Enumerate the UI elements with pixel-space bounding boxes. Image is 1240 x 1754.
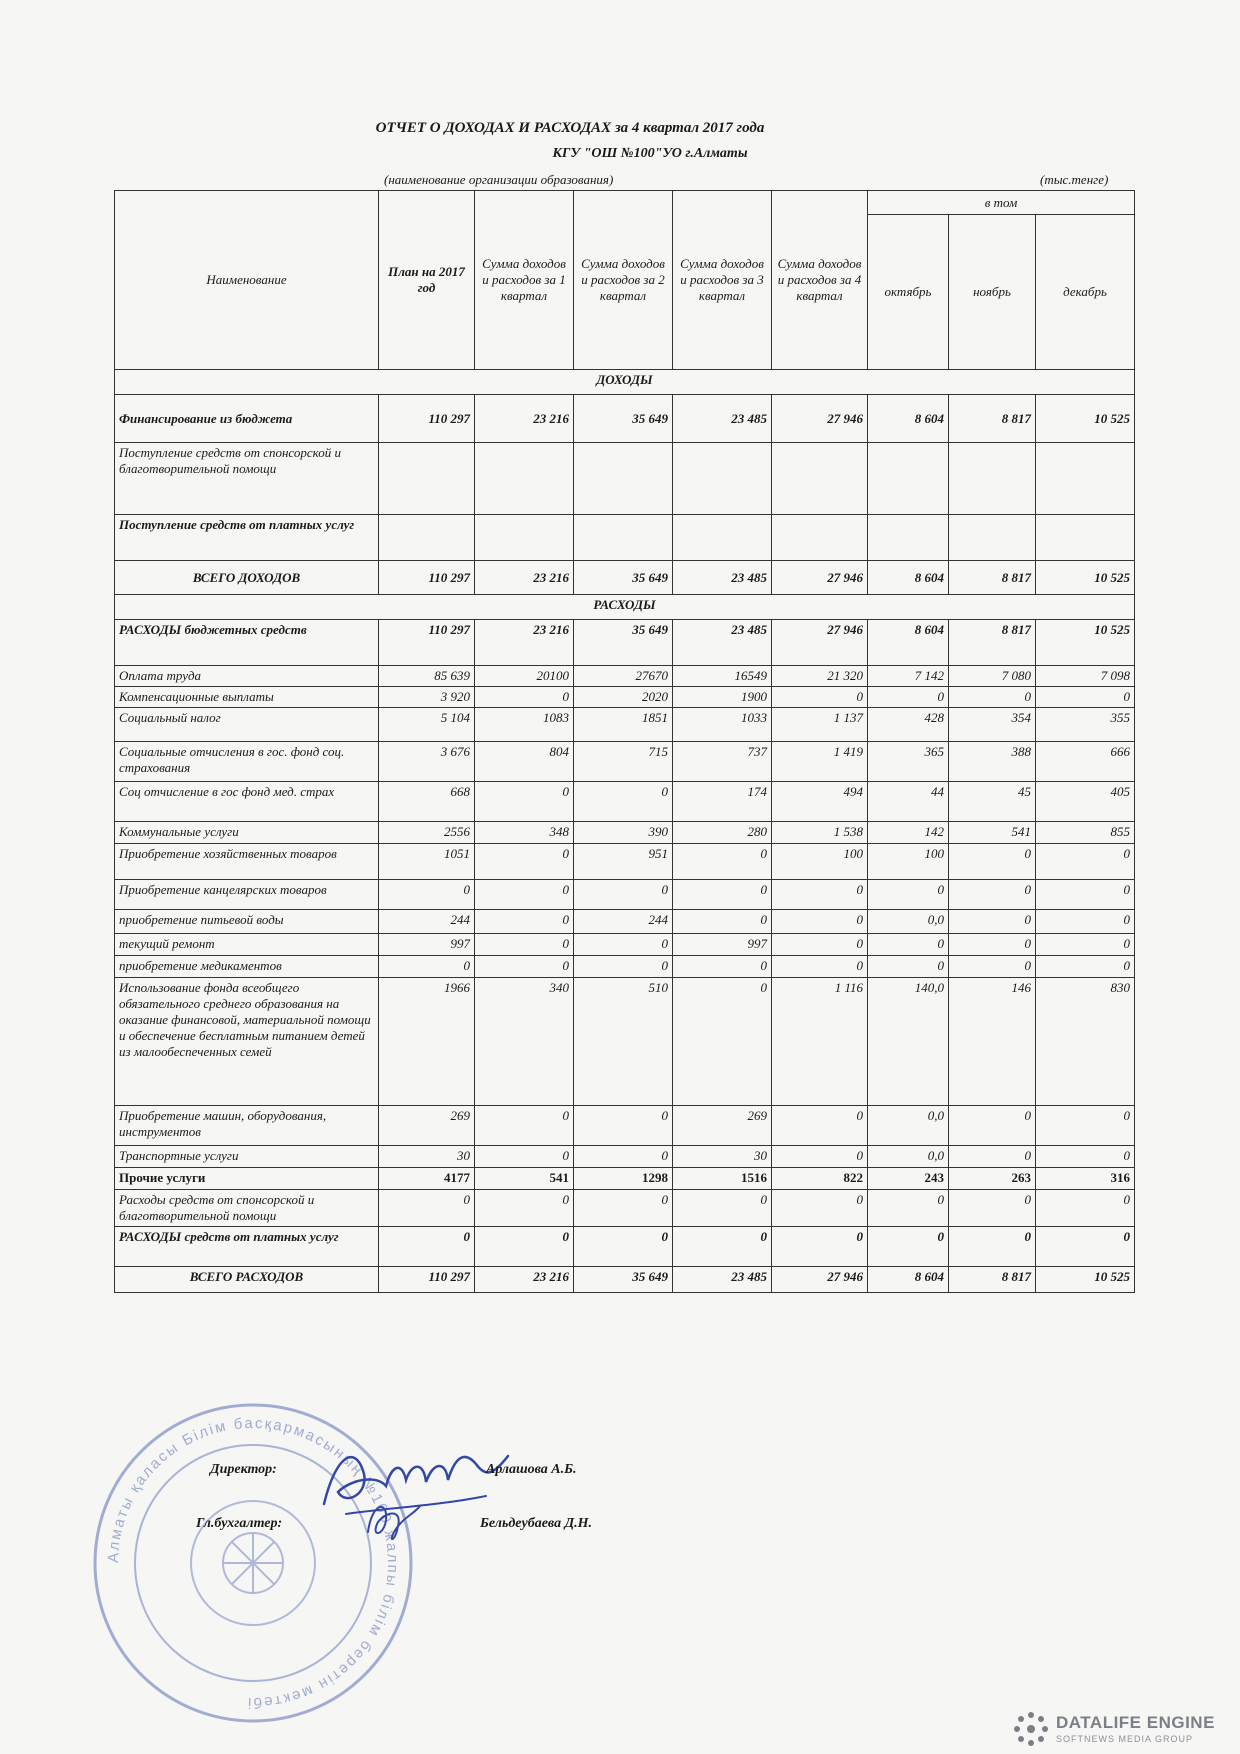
cell-q3: 997 (673, 934, 772, 956)
cell-q1: 0 (475, 934, 574, 956)
row-label: ВСЕГО ДОХОДОВ (115, 561, 379, 595)
cell-q3: 0 (673, 978, 772, 1106)
income-row (115, 515, 1135, 561)
cell-q1: 0 (475, 956, 574, 978)
header-nov: ноябрь (949, 215, 1036, 370)
cell-dec: 855 (1036, 822, 1135, 844)
cell-oct (868, 515, 949, 561)
row-label: Поступление средств от платных услуг (115, 515, 379, 561)
cell-dec: 10 525 (1036, 620, 1135, 666)
expense-row (115, 687, 1135, 708)
cell-nov: 0 (949, 1146, 1036, 1168)
row-label: текущий ремонт (115, 934, 379, 956)
row-label: приобретение питьевой воды (115, 910, 379, 934)
cell-q1: 23 216 (475, 561, 574, 595)
cell-oct: 44 (868, 782, 949, 822)
cell-q4 (772, 443, 868, 515)
cell-oct: 0 (868, 880, 949, 910)
cell-q3: 174 (673, 782, 772, 822)
expense-row (115, 956, 1135, 978)
cell-q3: 16549 (673, 666, 772, 687)
cell-dec: 355 (1036, 708, 1135, 742)
cell-nov: 0 (949, 880, 1036, 910)
cell-dec (1036, 443, 1135, 515)
cell-q4: 0 (772, 910, 868, 934)
cell-dec (1036, 515, 1135, 561)
header-oct: октябрь (868, 215, 949, 370)
cell-oct: 0 (868, 934, 949, 956)
cell-nov (949, 515, 1036, 561)
cell-plan: 85 639 (379, 666, 475, 687)
watermark-brand: DATALIFE ENGINE (1056, 1713, 1215, 1732)
cell-q4 (772, 515, 868, 561)
row-label: Компенсационные выплаты (115, 687, 379, 708)
row-label: РАСХОДЫ бюджетных средств (115, 620, 379, 666)
cell-plan: 4177 (379, 1168, 475, 1190)
cell-plan: 1966 (379, 978, 475, 1106)
cell-q2: 35 649 (574, 620, 673, 666)
cell-nov: 0 (949, 934, 1036, 956)
row-label: Финансирование из бюджета (115, 395, 379, 443)
cell-q2: 0 (574, 1227, 673, 1267)
cell-oct: 0 (868, 956, 949, 978)
expense-row (115, 1227, 1135, 1267)
expense-row (115, 880, 1135, 910)
row-label: Использование фонда всеобщего обязательного среднего образования на оказание финансовой, материальной помощи и обеспечение бесплатным питанием детей из малообеспеченных семей (115, 978, 379, 1106)
cell-q3: 23 485 (673, 395, 772, 443)
expense-row (115, 1106, 1135, 1146)
cell-oct: 0,0 (868, 1106, 949, 1146)
cell-q3: 0 (673, 956, 772, 978)
cell-nov: 0 (949, 1190, 1036, 1227)
cell-q3: 23 485 (673, 561, 772, 595)
cell-q4: 0 (772, 687, 868, 708)
cell-q2: 0 (574, 956, 673, 978)
cell-q1: 0 (475, 1227, 574, 1267)
cell-nov: 0 (949, 687, 1036, 708)
cell-q1: 0 (475, 687, 574, 708)
header-group: в том (868, 191, 1135, 215)
cell-nov: 8 817 (949, 1267, 1036, 1293)
cell-q1: 20100 (475, 666, 574, 687)
cell-q4: 0 (772, 1227, 868, 1267)
cell-q1: 1083 (475, 708, 574, 742)
cell-q1 (475, 443, 574, 515)
cell-dec: 830 (1036, 978, 1135, 1106)
header-q2: Сумма доходов и расходов за 2 квартал (574, 191, 673, 370)
cell-q2: 0 (574, 880, 673, 910)
cell-dec: 0 (1036, 956, 1135, 978)
cell-dec: 0 (1036, 1146, 1135, 1168)
cell-q3: 0 (673, 1190, 772, 1227)
row-label: Соц отчисление в гос фонд мед. страх (115, 782, 379, 822)
expense-total-row (115, 1267, 1135, 1293)
accountant-label: Гл.бухгалтер: (196, 1516, 283, 1531)
cell-plan: 110 297 (379, 395, 475, 443)
cell-q3: 0 (673, 880, 772, 910)
cell-q2: 35 649 (574, 1267, 673, 1293)
cell-dec: 10 525 (1036, 1267, 1135, 1293)
cell-q2: 390 (574, 822, 673, 844)
cell-plan: 269 (379, 1106, 475, 1146)
expense-row (115, 910, 1135, 934)
watermark-sub: SOFTNEWS MEDIA GROUP (1056, 1734, 1194, 1744)
cell-q2: 0 (574, 782, 673, 822)
header-name: Наименование (115, 191, 379, 370)
cell-q4: 0 (772, 1146, 868, 1168)
cell-q2: 0 (574, 1106, 673, 1146)
cell-q1: 0 (475, 880, 574, 910)
cell-q4: 27 946 (772, 620, 868, 666)
cell-plan: 0 (379, 956, 475, 978)
report-table (114, 190, 1135, 1293)
cell-q4: 0 (772, 1106, 868, 1146)
cell-q4: 1 419 (772, 742, 868, 782)
row-label: Приобретение хозяйственных товаров (115, 844, 379, 880)
cell-q2: 35 649 (574, 395, 673, 443)
cell-q4: 0 (772, 956, 868, 978)
cell-nov: 146 (949, 978, 1036, 1106)
cell-q4: 494 (772, 782, 868, 822)
cell-q2 (574, 515, 673, 561)
row-label: Приобретение машин, оборудования, инструментов (115, 1106, 379, 1146)
cell-dec: 0 (1036, 880, 1135, 910)
cell-plan: 110 297 (379, 620, 475, 666)
cell-q4: 1 116 (772, 978, 868, 1106)
row-label: Оплата труда (115, 666, 379, 687)
cell-nov: 388 (949, 742, 1036, 782)
cell-dec: 0 (1036, 844, 1135, 880)
expense-row (115, 1146, 1135, 1168)
cell-oct: 8 604 (868, 561, 949, 595)
cell-q3: 1900 (673, 687, 772, 708)
cell-dec: 405 (1036, 782, 1135, 822)
cell-plan: 0 (379, 1190, 475, 1227)
cell-dec: 666 (1036, 742, 1135, 782)
cell-q4: 1 137 (772, 708, 868, 742)
cell-q1: 541 (475, 1168, 574, 1190)
datalife-watermark (1012, 1710, 1215, 1750)
cell-plan: 0 (379, 880, 475, 910)
cell-q1: 804 (475, 742, 574, 782)
cell-q2: 715 (574, 742, 673, 782)
expense-row (115, 978, 1135, 1106)
datalife-logo-icon (1012, 1710, 1050, 1748)
header-row-1 (115, 191, 1135, 215)
cell-q2: 244 (574, 910, 673, 934)
cell-q1: 340 (475, 978, 574, 1106)
cell-q3: 737 (673, 742, 772, 782)
cell-plan: 668 (379, 782, 475, 822)
cell-dec: 0 (1036, 1106, 1135, 1146)
cell-q1: 0 (475, 782, 574, 822)
cell-q1: 23 216 (475, 395, 574, 443)
expense-row (115, 620, 1135, 666)
row-label: Транспортные услуги (115, 1146, 379, 1168)
cell-q3: 0 (673, 844, 772, 880)
cell-nov: 0 (949, 910, 1036, 934)
cell-q2: 1851 (574, 708, 673, 742)
cell-q4: 27 946 (772, 395, 868, 443)
cell-plan: 244 (379, 910, 475, 934)
cell-q1: 23 216 (475, 620, 574, 666)
cell-q2: 0 (574, 934, 673, 956)
expense-row (115, 1168, 1135, 1190)
cell-q2: 2020 (574, 687, 673, 708)
document-title: ОТЧЕТ О ДОХОДАХ И РАСХОДАХ за 4 квартал 2017 года (375, 120, 765, 136)
expense-row (115, 822, 1135, 844)
cell-q1 (475, 515, 574, 561)
cell-q3 (673, 515, 772, 561)
cell-q4: 822 (772, 1168, 868, 1190)
section-expense-label: РАСХОДЫ (115, 595, 1135, 620)
accountant-name: Бельдеубаева Д.Н. (480, 1516, 593, 1531)
cell-q2: 1298 (574, 1168, 673, 1190)
cell-plan: 3 920 (379, 687, 475, 708)
header-plan: План на 2017 год (379, 191, 475, 370)
expense-row (115, 934, 1135, 956)
cell-q4: 0 (772, 1190, 868, 1227)
cell-q4: 27 946 (772, 1267, 868, 1293)
income-row (115, 443, 1135, 515)
cell-oct (868, 443, 949, 515)
cell-dec: 0 (1036, 1190, 1135, 1227)
cell-q3: 1516 (673, 1168, 772, 1190)
cell-plan: 30 (379, 1146, 475, 1168)
row-label: приобретение медикаментов (115, 956, 379, 978)
cell-q3: 1033 (673, 708, 772, 742)
cell-plan: 110 297 (379, 561, 475, 595)
cell-q1: 23 216 (475, 1267, 574, 1293)
cell-nov: 8 817 (949, 620, 1036, 666)
cell-q1: 0 (475, 1190, 574, 1227)
cell-q2: 0 (574, 1146, 673, 1168)
cell-q1: 0 (475, 910, 574, 934)
cell-q4: 27 946 (772, 561, 868, 595)
expense-row (115, 782, 1135, 822)
row-label: Социальный налог (115, 708, 379, 742)
cell-nov (949, 443, 1036, 515)
cell-q4: 100 (772, 844, 868, 880)
cell-oct: 0 (868, 1227, 949, 1267)
cell-q2: 27670 (574, 666, 673, 687)
row-label: Прочие услуги (115, 1168, 379, 1190)
cell-oct: 0 (868, 1190, 949, 1227)
accountant-signature (358, 1492, 428, 1552)
expense-row (115, 844, 1135, 880)
cell-dec: 10 525 (1036, 561, 1135, 595)
director-name: Арлашова А.Б. (486, 1462, 577, 1477)
cell-q4: 1 538 (772, 822, 868, 844)
cell-plan: 997 (379, 934, 475, 956)
cell-q1: 0 (475, 1106, 574, 1146)
cell-nov: 263 (949, 1168, 1036, 1190)
cell-dec: 316 (1036, 1168, 1135, 1190)
stamp-text: Алматы қаласы Білім басқармасының №100 жалпы білім беретін мектебі (104, 1414, 402, 1712)
section-expense (115, 595, 1135, 620)
row-label: Социальные отчисления в гос. фонд соц. страхования (115, 742, 379, 782)
income-row (115, 395, 1135, 443)
cell-q3: 23 485 (673, 620, 772, 666)
cell-oct: 365 (868, 742, 949, 782)
director-label: Директор: (210, 1462, 277, 1477)
cell-plan: 5 104 (379, 708, 475, 742)
cell-nov: 8 817 (949, 395, 1036, 443)
units-label: (тыс.тенге) (1040, 172, 1109, 187)
cell-plan: 3 676 (379, 742, 475, 782)
expense-row (115, 666, 1135, 687)
cell-oct: 0,0 (868, 910, 949, 934)
cell-nov: 45 (949, 782, 1036, 822)
cell-q3: 269 (673, 1106, 772, 1146)
cell-dec: 0 (1036, 687, 1135, 708)
cell-q4: 0 (772, 934, 868, 956)
cell-q2 (574, 443, 673, 515)
cell-plan (379, 515, 475, 561)
cell-nov: 541 (949, 822, 1036, 844)
row-label: Приобретение канцелярских товаров (115, 880, 379, 910)
cell-oct: 8 604 (868, 395, 949, 443)
cell-q2: 35 649 (574, 561, 673, 595)
cell-plan: 110 297 (379, 1267, 475, 1293)
cell-oct: 0,0 (868, 1146, 949, 1168)
cell-oct: 428 (868, 708, 949, 742)
cell-dec: 0 (1036, 910, 1135, 934)
income-total-row (115, 561, 1135, 595)
cell-q1: 348 (475, 822, 574, 844)
cell-oct: 100 (868, 844, 949, 880)
cell-dec: 10 525 (1036, 395, 1135, 443)
cell-nov: 0 (949, 844, 1036, 880)
cell-dec: 7 098 (1036, 666, 1135, 687)
cell-oct: 140,0 (868, 978, 949, 1106)
section-income (115, 370, 1135, 395)
cell-q1: 0 (475, 1146, 574, 1168)
cell-oct: 7 142 (868, 666, 949, 687)
cell-oct: 142 (868, 822, 949, 844)
cell-oct: 8 604 (868, 620, 949, 666)
cell-q2: 510 (574, 978, 673, 1106)
cell-q3: 30 (673, 1146, 772, 1168)
cell-plan: 2556 (379, 822, 475, 844)
cell-q2: 0 (574, 1190, 673, 1227)
cell-oct: 243 (868, 1168, 949, 1190)
cell-nov: 0 (949, 956, 1036, 978)
cell-plan: 1051 (379, 844, 475, 880)
organization-name: КГУ "ОШ №100"УО г.Алматы (552, 146, 748, 161)
row-label: Расходы средств от спонсорской и благотворительной помощи (115, 1190, 379, 1227)
cell-dec: 0 (1036, 934, 1135, 956)
row-label: РАСХОДЫ средств от платных услуг (115, 1227, 379, 1267)
expense-row (115, 742, 1135, 782)
cell-q3: 0 (673, 910, 772, 934)
header-q1: Сумма доходов и расходов за 1 квартал (475, 191, 574, 370)
row-label: ВСЕГО РАСХОДОВ (115, 1267, 379, 1293)
organization-caption: (наименование организации образования) (384, 172, 614, 187)
cell-q4: 21 320 (772, 666, 868, 687)
cell-q2: 951 (574, 844, 673, 880)
cell-q3: 280 (673, 822, 772, 844)
cell-nov: 354 (949, 708, 1036, 742)
row-label: Поступление средств от спонсорской и благотворительной помощи (115, 443, 379, 515)
row-label: Коммунальные услуги (115, 822, 379, 844)
expense-row (115, 708, 1135, 742)
cell-oct: 0 (868, 687, 949, 708)
cell-dec: 0 (1036, 1227, 1135, 1267)
cell-nov: 0 (949, 1227, 1036, 1267)
cell-q1: 0 (475, 844, 574, 880)
cell-plan: 0 (379, 1227, 475, 1267)
cell-q3: 23 485 (673, 1267, 772, 1293)
section-income-label: ДОХОДЫ (115, 370, 1135, 395)
expense-row (115, 1190, 1135, 1227)
header-dec: декабрь (1036, 215, 1135, 370)
cell-q4: 0 (772, 880, 868, 910)
cell-nov: 0 (949, 1106, 1036, 1146)
header-q4: Сумма доходов и расходов за 4 квартал (772, 191, 868, 370)
cell-plan (379, 443, 475, 515)
cell-nov: 7 080 (949, 666, 1036, 687)
cell-q3 (673, 443, 772, 515)
cell-q3: 0 (673, 1227, 772, 1267)
header-q3: Сумма доходов и расходов за 3 квартал (673, 191, 772, 370)
cell-oct: 8 604 (868, 1267, 949, 1293)
cell-nov: 8 817 (949, 561, 1036, 595)
